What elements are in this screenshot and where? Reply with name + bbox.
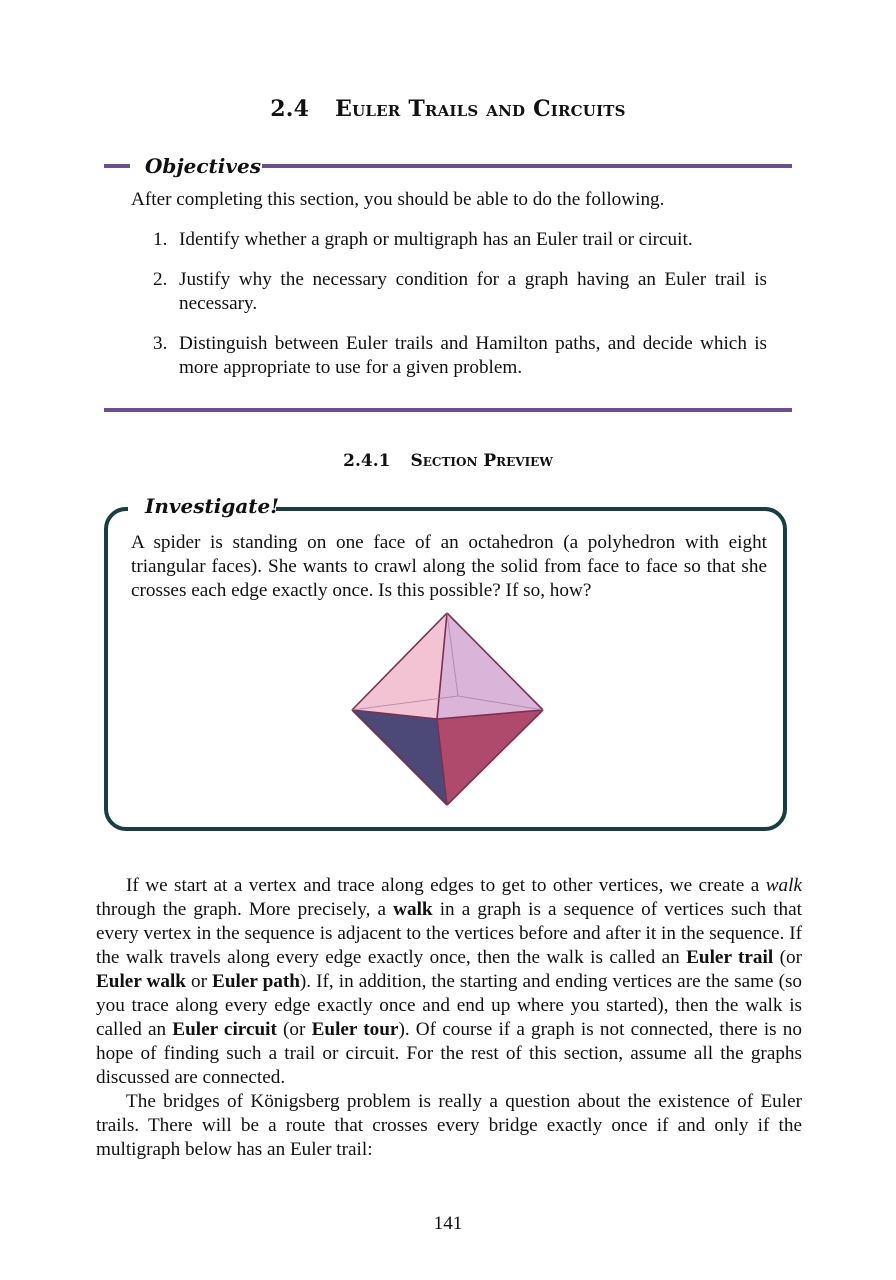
objectives-rule-left	[104, 164, 130, 168]
page-number: 141	[433, 1213, 463, 1234]
text-run: or	[185, 971, 213, 992]
text-run: ). Of course if a graph is not connected, there is no hope of finding such a trail or circuit. For the rest of this section, assume all the graphs discussed are connected.	[96, 1019, 802, 1088]
octahedron-face-lower-right	[437, 710, 543, 805]
objectives-intro: After completing this section, you should be able to do the following.	[131, 189, 665, 210]
investigate-text: A spider is standing on one face of an octahedron (a polyhedron with eight triangular faces). She wants to crawl along the solid from face to face so that she crosses each edge exactly once. Is this possible? If so, how?	[131, 532, 767, 601]
term-euler-walk: Euler walk	[96, 971, 186, 992]
term-walk: walk	[393, 899, 433, 920]
term-euler-trail: Euler trail	[686, 947, 774, 968]
objectives-title: Objectives	[145, 154, 261, 178]
octahedron-face-upper-left	[352, 613, 447, 719]
objective-text: Distinguish between Euler trails and Hamilton paths, and decide which is more appropriate to use for a given problem.	[179, 333, 767, 378]
paragraph-konigsberg: The bridges of Königsberg problem is really a question about the existence of Euler trails. There will be a route that crosses every bridge exactly once if and only if the multigraph below has an Euler trail:	[96, 1091, 802, 1160]
objectives-list	[153, 228, 767, 396]
objective-text: Identify whether a graph or multigraph has an Euler trail or circuit.	[179, 229, 693, 250]
paragraph-walks	[96, 874, 802, 1090]
objective-number: 3.	[153, 333, 168, 354]
emphasis-walk: walk	[765, 875, 802, 896]
objective-item	[153, 268, 767, 316]
objective-number: 1.	[153, 229, 168, 250]
section-title: Euler Trails and Circuits	[335, 96, 626, 122]
text-run: If we start at a vertex and trace along edges to get to other vertices, we create a	[126, 875, 766, 896]
term-euler-circuit: Euler circuit	[172, 1019, 277, 1040]
octahedron-illustration	[340, 604, 556, 816]
section-heading	[0, 96, 896, 122]
subsection-number: 2.4.1	[343, 451, 391, 471]
investigate-title: Investigate!	[145, 494, 280, 518]
text-run: in a graph is a sequence of vertices such that every vertex in the sequence is adjacent to the vertices before and after it in the sequence. If the walk travels along every edge exactly once, then the walk is called an	[96, 899, 803, 968]
objectives-rule-right	[262, 164, 792, 168]
main-text	[96, 874, 802, 1162]
objective-number: 2.	[153, 269, 168, 290]
subsection-heading	[0, 451, 896, 471]
text-run: (or	[773, 947, 802, 968]
objective-item	[153, 228, 767, 252]
text-run: ). If, in addition, the starting and ending vertices are the same (so you trace along every edge exactly once and end up where you started), then the walk is called an	[96, 971, 803, 1040]
term-euler-path: Euler path	[212, 971, 300, 992]
objective-text: Justify why the necessary condition for a graph having an Euler trail is necessary.	[179, 269, 767, 314]
objectives-rule-bottom	[104, 408, 792, 412]
objective-item	[153, 332, 767, 380]
octahedron-face-upper-right	[437, 613, 543, 719]
section-number: 2.4	[270, 96, 310, 122]
text-run: (or	[276, 1019, 312, 1040]
subsection-title: Section Preview	[410, 451, 553, 471]
term-euler-tour: Euler tour	[311, 1019, 399, 1040]
text-run: through the graph. More precisely, a	[96, 899, 394, 920]
